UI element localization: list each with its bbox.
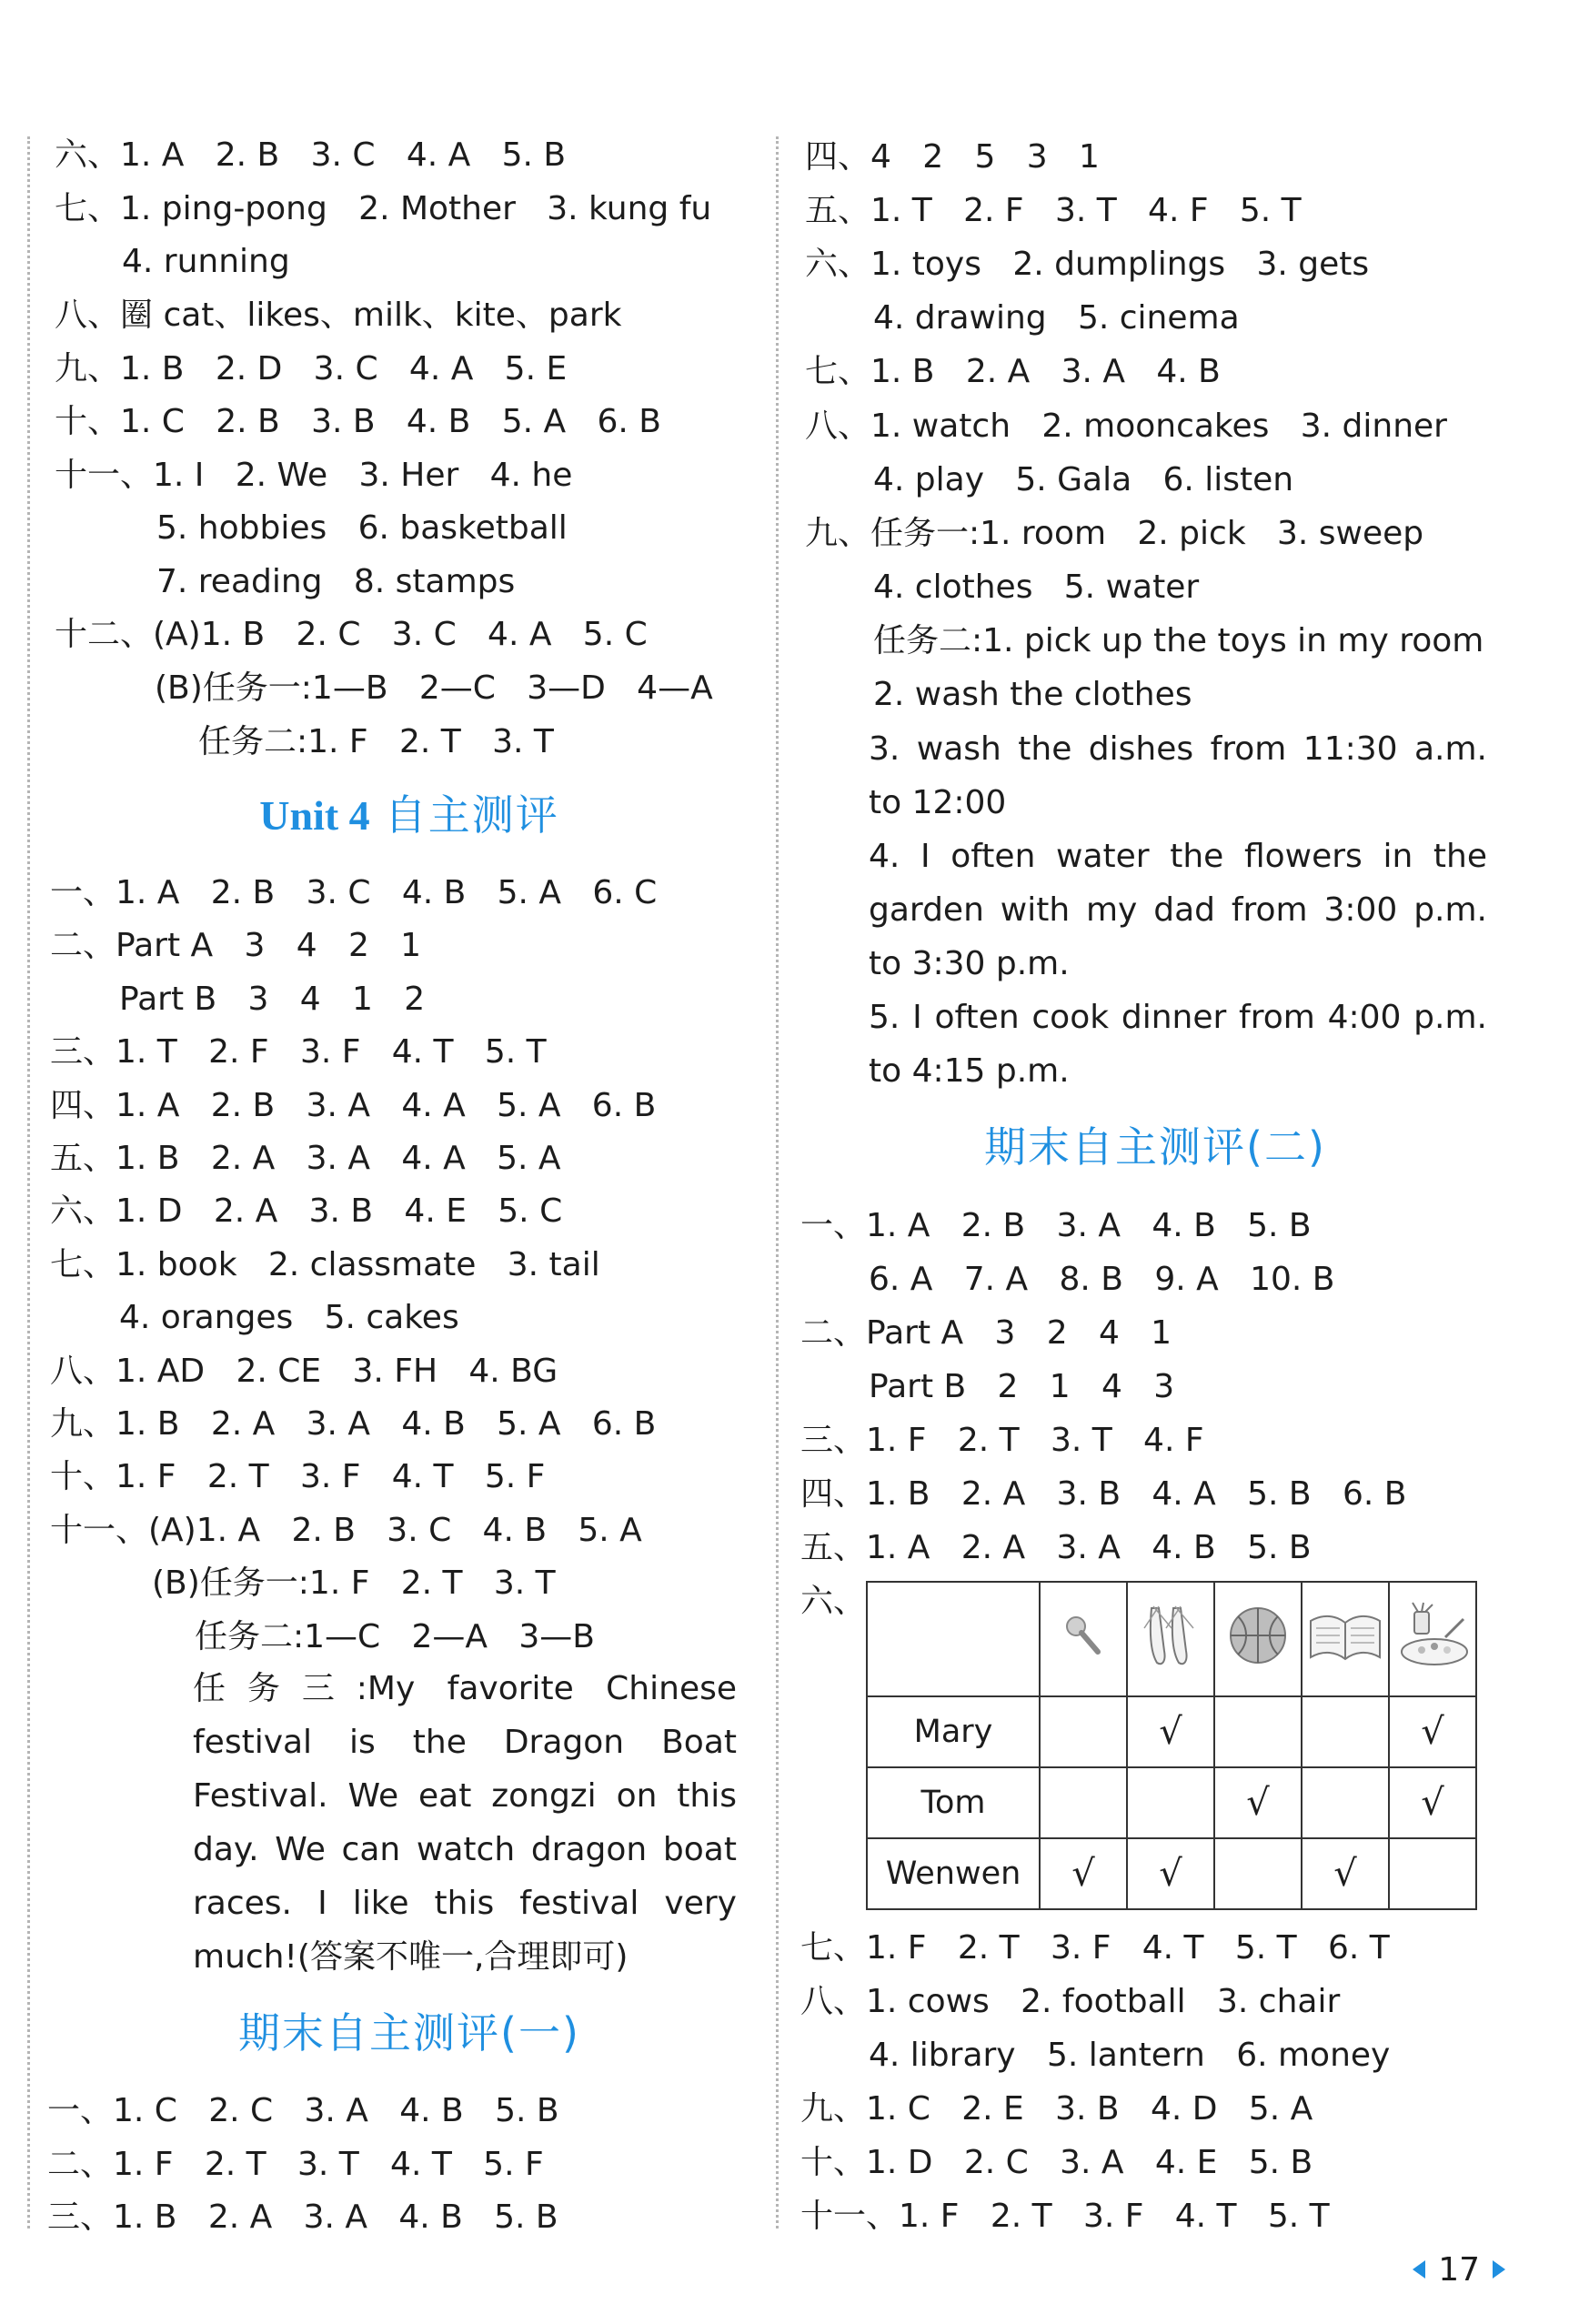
check-cell	[1040, 1767, 1127, 1838]
answer-line: 任务二:1. pick up the toys in my room	[873, 622, 1484, 659]
check-cell: √	[1040, 1838, 1127, 1909]
student-name-cell: Mary	[867, 1696, 1040, 1767]
answer-line: 任务二:1—C 2—A 3—B	[195, 1618, 595, 1655]
check-cell	[1214, 1838, 1302, 1909]
answer-line: 七、1. book 2. classmate 3. tail	[50, 1246, 600, 1283]
check-cell	[1302, 1696, 1389, 1767]
answer-line: 五、1. A 2. A 3. A 4. B 5. B	[800, 1529, 1312, 1566]
table-row	[867, 1838, 1476, 1909]
answer-line: 九、任务一:1. room 2. pick 3. sweep	[805, 515, 1424, 552]
answer-line: 三、1. T 2. F 3. F 4. T 5. T	[50, 1033, 547, 1071]
answer-line: 二、Part A 3 2 4 1	[800, 1314, 1172, 1352]
page-number: 17	[1438, 2250, 1480, 2289]
table-header-row	[867, 1582, 1476, 1696]
answer-line: 5. hobbies 6. basketball	[156, 509, 568, 547]
table-question-label: 六、	[800, 1583, 867, 1620]
answer-line: 九、1. B 2. D 3. C 4. A 5. E	[55, 350, 568, 387]
final-test-2-heading: 期末自主测评(二)	[984, 1122, 1326, 1172]
check-cell: √	[1127, 1838, 1214, 1909]
answer-line: (B)任务一:1. F 2. T 3. T	[152, 1564, 556, 1602]
table-header-cell	[1389, 1582, 1476, 1696]
table-row	[867, 1767, 1476, 1838]
answer-line: 4. running	[122, 243, 290, 280]
student-name-cell: Tom	[867, 1767, 1040, 1838]
answer-line: 四、1. B 2. A 3. B 4. A 5. B 6. B	[800, 1475, 1407, 1513]
answer-line: 2. wash the clothes	[873, 676, 1192, 713]
answer-line: 五、1. T 2. F 3. T 4. F 5. T	[805, 192, 1302, 229]
answer-line: 六、1. A 2. B 3. C 4. A 5. B	[55, 136, 567, 174]
answer-line: 五、1. B 2. A 3. A 4. A 5. A	[50, 1140, 561, 1177]
check-cell	[1127, 1767, 1214, 1838]
answer-paragraph: 5. I often cook dinner from 4:00 p.m. to 4:15 p.m.	[869, 999, 1487, 1090]
answer-line: 三、1. F 2. T 3. T 4. F	[800, 1422, 1204, 1459]
answer-line: 十一、(A)1. A 2. B 3. C 4. B 5. A	[50, 1512, 642, 1549]
answer-line: 4. play 5. Gala 6. listen	[873, 461, 1294, 498]
answer-line: (B)任务一:1—B 2—C 3—D 4—A	[155, 669, 713, 707]
table-header-cell	[1127, 1582, 1214, 1696]
task3-paragraph: 任务三:My favorite Chinese festival is the Dragon Boat Festival. We eat zongzi on this day. We can watch dragon boat races. I like this festival very much!(答案不唯一,合理即可)	[193, 1670, 737, 1976]
answer-line: 二、1. F 2. T 3. T 4. T 5. F	[47, 2146, 544, 2183]
answer-paragraph: 3. wash the dishes from 11:30 a.m. to 12:00	[869, 730, 1487, 821]
answer-line: 十、1. D 2. C 3. A 4. E 5. B	[800, 2144, 1313, 2181]
answer-line: 4. library 5. lantern 6. money	[869, 2037, 1391, 2074]
unit4-heading-cn: 自主测评	[384, 790, 559, 840]
check-cell: √	[1389, 1696, 1476, 1767]
answer-line: 十二、(A)1. B 2. C 3. C 4. A 5. C	[55, 616, 648, 653]
next-arrow-icon	[1493, 2260, 1505, 2279]
answer-line: 七、1. ping-pong 2. Mother 3. kung fu	[55, 190, 712, 227]
answer-line: 4. drawing 5. cinema	[873, 299, 1240, 337]
table-header-cell	[1040, 1582, 1127, 1696]
check-cell	[1389, 1838, 1476, 1909]
table-row	[867, 1696, 1476, 1767]
answer-line: 九、1. B 2. A 3. A 4. B 5. A 6. B	[50, 1405, 657, 1443]
check-cell: √	[1302, 1838, 1389, 1909]
table-header-cell	[1302, 1582, 1389, 1696]
answer-line: 7. reading 8. stamps	[156, 563, 516, 600]
answer-paragraph: 4. I often water the flowers in the garden with my dad from 3:00 p.m. to 3:30 p.m.	[869, 838, 1487, 982]
answer-line: 一、1. A 2. B 3. C 4. B 5. A 6. C	[50, 874, 658, 911]
answer-line: 四、1. A 2. B 3. A 4. A 5. A 6. B	[50, 1087, 657, 1124]
answer-line: Part B 2 1 4 3	[869, 1368, 1175, 1405]
answer-line: 十一、1. F 2. T 3. F 4. T 5. T	[800, 2198, 1330, 2235]
student-name-cell: Wenwen	[867, 1838, 1040, 1909]
answer-line: 六、1. toys 2. dumplings 3. gets	[805, 246, 1370, 283]
page-number-indicator	[1413, 2247, 1505, 2292]
answer-line: 一、1. C 2. C 3. A 4. B 5. B	[47, 2092, 559, 2129]
answer-line: 八、1. AD 2. CE 3. FH 4. BG	[50, 1353, 558, 1390]
answer-line: 六、1. D 2. A 3. B 4. E 5. C	[50, 1192, 563, 1230]
answer-line: 七、1. F 2. T 3. F 4. T 5. T 6. T	[800, 1929, 1390, 1967]
answer-line: 四、4 2 5 3 1	[805, 138, 1100, 176]
final-test-1-heading: 期末自主测评(一)	[238, 2008, 580, 2057]
answer-line: 八、圈 cat、likes、milk、kite、park	[55, 297, 622, 334]
answer-line: 七、1. B 2. A 3. A 4. B	[805, 353, 1221, 390]
ballet-shoes-icon	[1141, 1601, 1201, 1670]
answer-line: 十一、1. I 2. We 3. Her 4. he	[55, 457, 573, 494]
check-cell	[1040, 1696, 1127, 1767]
answer-line: 十、1. C 2. B 3. B 4. B 5. A 6. B	[55, 403, 661, 440]
check-cell	[1302, 1767, 1389, 1838]
answer-line: 八、1. cows 2. football 3. chair	[800, 1983, 1341, 2020]
center-column-rule	[776, 136, 779, 2228]
check-cell	[1214, 1696, 1302, 1767]
microphone-icon	[1056, 1608, 1111, 1663]
activity-table	[866, 1581, 1477, 1910]
answer-line: 九、1. C 2. E 3. B 4. D 5. A	[800, 2090, 1313, 2128]
unit4-heading	[55, 788, 764, 843]
left-column-rule	[27, 136, 30, 2228]
answer-line: 八、1. watch 2. mooncakes 3. dinner	[805, 407, 1447, 445]
answer-line: 任务二:1. F 2. T 3. T	[198, 723, 554, 760]
check-cell: √	[1214, 1767, 1302, 1838]
table-corner-cell	[867, 1582, 1040, 1696]
answer-line: 二、Part A 3 4 2 1	[50, 927, 422, 964]
check-cell: √	[1127, 1696, 1214, 1767]
answer-line: 三、1. B 2. A 3. A 4. B 5. B	[47, 2198, 558, 2236]
paint-palette-icon	[1394, 1601, 1471, 1670]
answer-line: 4. clothes 5. water	[873, 568, 1200, 606]
check-cell: √	[1389, 1767, 1476, 1838]
answer-line: 十、1. F 2. T 3. F 4. T 5. F	[50, 1458, 546, 1495]
unit4-heading-en: Unit 4	[259, 792, 370, 839]
book-icon	[1307, 1608, 1383, 1663]
answer-line: 一、1. A 2. B 3. A 4. B 5. B	[800, 1207, 1312, 1244]
basketball-icon	[1226, 1604, 1290, 1667]
prev-arrow-icon	[1413, 2260, 1425, 2279]
answer-line: 6. A 7. A 8. B 9. A 10. B	[869, 1261, 1335, 1298]
table-header-cell	[1214, 1582, 1302, 1696]
answer-line: 4. oranges 5. cakes	[119, 1299, 459, 1336]
answer-line: Part B 3 4 1 2	[119, 981, 426, 1018]
